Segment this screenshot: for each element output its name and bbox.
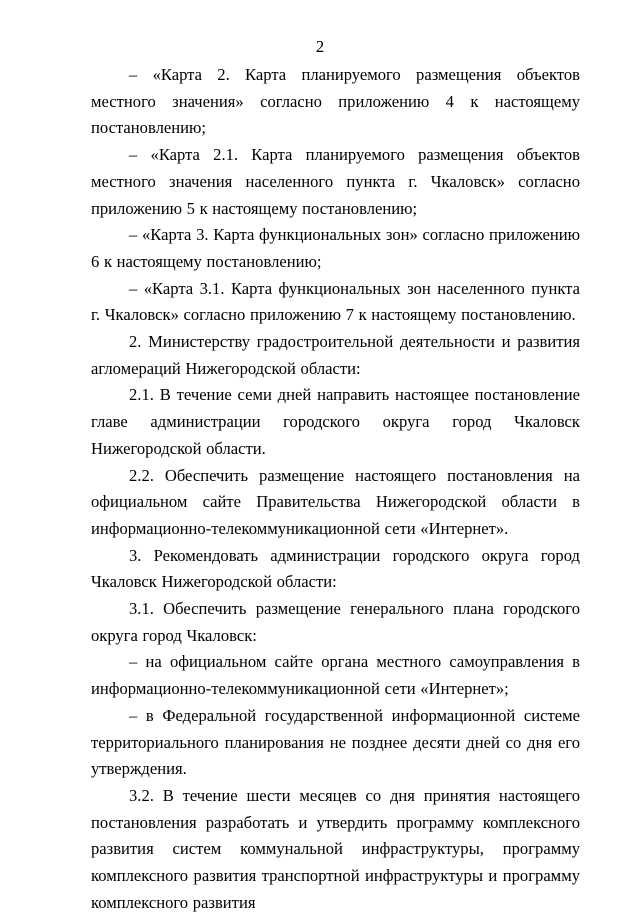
document-body bbox=[91, 62, 580, 917]
paragraph-federal-system: – в Федеральной государственной информационной системе территориального планирования не позднее десяти дней со дня его утверждения. bbox=[91, 705, 580, 779]
paragraph-official-site: – на официальном сайте органа местного самоуправления в информационно-телекоммуникационной сети «Интернет»; bbox=[91, 652, 580, 699]
paragraph-item-2-1: 2.1. В течение семи дней направить настоящее постановление главе администрации городского округа город Чкаловск Нижегородской области. bbox=[91, 385, 580, 458]
paragraph-item-3-1: 3.1. Обеспечить размещение генерального плана городского округа город Чкаловск: bbox=[91, 599, 580, 645]
page-number: 2 bbox=[315, 37, 325, 56]
paragraph-item-3: 3. Рекомендовать администрации городского округа город Чкаловск Нижегородской области: bbox=[91, 545, 580, 592]
paragraph-map-3: – «Карта 3. Карта функциональных зон» согласно приложению 6 к настоящему постановлению; bbox=[91, 225, 580, 271]
paragraph-item-2: 2. Министерству градостроительной деятельности и развития агломераций Нижегородской области: bbox=[91, 332, 580, 378]
paragraph-item-3-2: 3.2. В течение шести месяцев со дня принятия настоящего постановления разработать и утвердить программу комплексного развития систем коммунальной инфраструктуры, программу комплексного развития транспортной инфраструктуры и программу комплексного развития bbox=[91, 785, 580, 912]
paragraph-map-3-1: – «Карта 3.1. Карта функциональных зон населенного пункта г. Чкаловск» согласно приложению 7 к настоящему постановлению. bbox=[91, 278, 580, 325]
paragraph-map-2: – «Карта 2. Карта планируемого размещения объектов местного значения» согласно приложению 4 к настоящему постановлению; bbox=[91, 65, 580, 138]
paragraph-item-2-2: 2.2. Обеспечить размещение настоящего постановления на официальном сайте Правительства Нижегородской области в информационно-телекоммуникационной сети «Интернет». bbox=[91, 465, 580, 538]
paragraph-map-2-1: – «Карта 2.1. Карта планируемого размещения объектов местного значения населенного пункта г. Чкаловск» согласно приложению 5 к настоящему постановлению; bbox=[91, 145, 580, 218]
